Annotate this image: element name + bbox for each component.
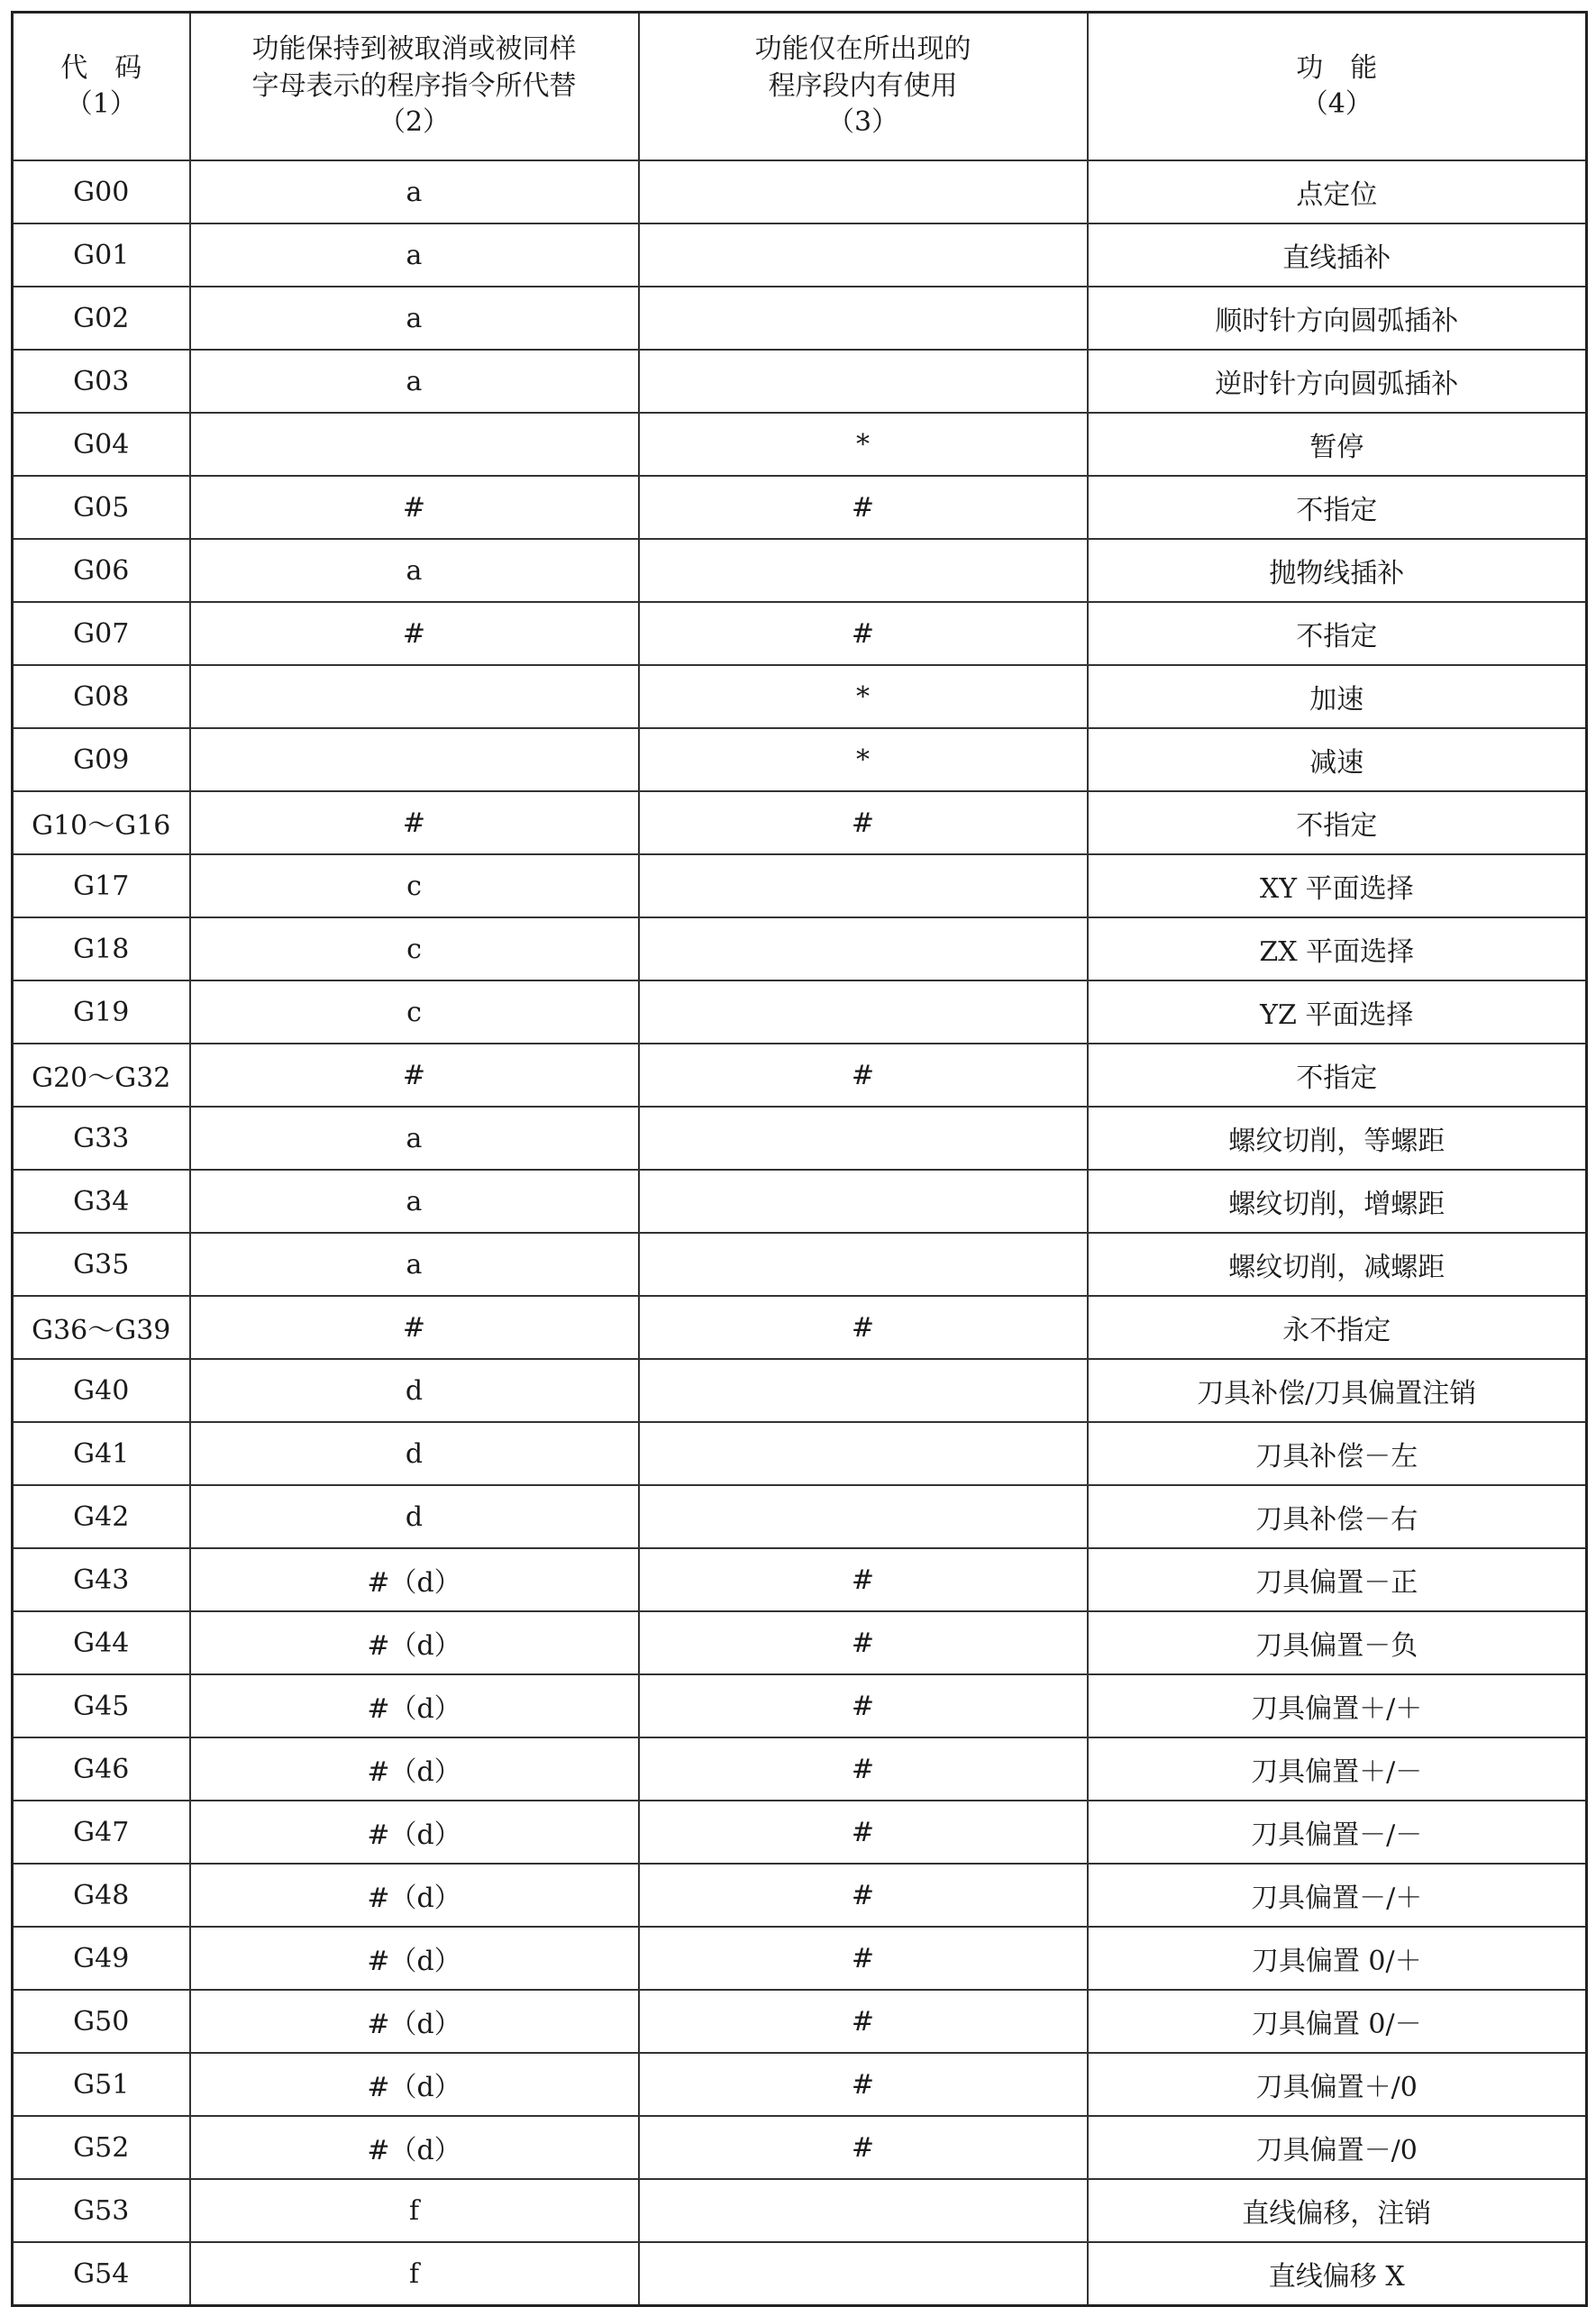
cell-code: G46 [13, 1737, 190, 1801]
cell-segment [639, 1359, 1088, 1422]
table-row [13, 2053, 1587, 2116]
cell-persist: a [190, 287, 639, 350]
cell-function: 刀具偏置－/＋ [1088, 1864, 1587, 1927]
cell-code: G06 [13, 539, 190, 602]
cell-persist: c [190, 854, 639, 917]
cell-function: 刀具补偿/刀具偏置注销 [1088, 1359, 1587, 1422]
cell-persist: # [190, 1044, 639, 1107]
cell-code: G08 [13, 665, 190, 728]
cell-segment: # [639, 1548, 1088, 1611]
header-segment-line2: 程序段内有使用 [768, 69, 958, 102]
cell-function: 抛物线插补 [1088, 539, 1587, 602]
table-row [13, 1170, 1587, 1233]
cell-segment [639, 223, 1088, 287]
cell-function: 螺纹切削，等螺距 [1088, 1107, 1587, 1170]
cell-code: G35 [13, 1233, 190, 1296]
cell-persist: d [190, 1485, 639, 1548]
cell-code: G07 [13, 602, 190, 665]
cell-function: 刀具偏置＋/－ [1088, 1737, 1587, 1801]
cell-code: G05 [13, 476, 190, 539]
cell-segment: # [639, 1674, 1088, 1737]
cell-code: G00 [13, 160, 190, 223]
cell-segment [639, 2242, 1088, 2306]
cell-function: ZX 平面选择 [1088, 917, 1587, 980]
header-function-number: （4） [1300, 88, 1373, 120]
cell-persist: # [190, 1296, 639, 1359]
cell-function: 螺纹切削，减螺距 [1088, 1233, 1587, 1296]
table-row [13, 1548, 1587, 1611]
cell-segment: # [639, 1611, 1088, 1674]
cell-persist: a [190, 223, 639, 287]
cell-persist: f [190, 2179, 639, 2242]
cell-persist: c [190, 980, 639, 1044]
cell-persist: #（d） [190, 1864, 639, 1927]
table-row [13, 980, 1587, 1044]
table-row [13, 602, 1587, 665]
cell-function: 直线偏移 X [1088, 2242, 1587, 2306]
cell-code: G20～G32 [13, 1044, 190, 1107]
table-row [13, 223, 1587, 287]
table-row [13, 2179, 1587, 2242]
cell-function: 刀具补偿－左 [1088, 1422, 1587, 1485]
cell-persist: # [190, 791, 639, 854]
header-segment-number: （3） [826, 106, 899, 139]
cell-function: 刀具偏置 0/＋ [1088, 1927, 1587, 1990]
cell-code: G09 [13, 728, 190, 791]
cell-code: G49 [13, 1927, 190, 1990]
header-function [1088, 13, 1587, 161]
table-row [13, 1801, 1587, 1864]
table-row [13, 287, 1587, 350]
cell-persist: c [190, 917, 639, 980]
table-row [13, 2242, 1587, 2306]
table-body [13, 160, 1587, 2306]
cell-function: 顺时针方向圆弧插补 [1088, 287, 1587, 350]
cell-function: XY 平面选择 [1088, 854, 1587, 917]
header-persist-number: （2） [378, 106, 451, 139]
cell-persist: #（d） [190, 1674, 639, 1737]
cell-persist: #（d） [190, 1548, 639, 1611]
cell-segment [639, 917, 1088, 980]
header-persist [190, 13, 639, 161]
cell-segment [639, 1170, 1088, 1233]
table-row [13, 1422, 1587, 1485]
cell-code: G01 [13, 223, 190, 287]
cell-persist: a [190, 1233, 639, 1296]
cell-persist: #（d） [190, 2116, 639, 2179]
header-persist-line1: 功能保持到被取消或被同样 [251, 33, 577, 66]
cell-code: G18 [13, 917, 190, 980]
cell-code: G04 [13, 413, 190, 476]
table-row [13, 917, 1587, 980]
cell-persist: #（d） [190, 1611, 639, 1674]
cell-code: G19 [13, 980, 190, 1044]
cell-persist [190, 413, 639, 476]
cell-segment: # [639, 1801, 1088, 1864]
table-header [13, 13, 1587, 161]
cell-segment [639, 539, 1088, 602]
cell-code: G03 [13, 350, 190, 413]
cell-function: 刀具偏置－/－ [1088, 1801, 1587, 1864]
header-row [13, 13, 1587, 161]
cell-persist: #（d） [190, 1801, 639, 1864]
cell-function: YZ 平面选择 [1088, 980, 1587, 1044]
cell-code: G44 [13, 1611, 190, 1674]
table-row [13, 1927, 1587, 1990]
cell-persist: #（d） [190, 1927, 639, 1990]
table-row [13, 665, 1587, 728]
table-row [13, 2116, 1587, 2179]
cell-function: 刀具偏置＋/＋ [1088, 1674, 1587, 1737]
g-code-table [11, 11, 1588, 2307]
cell-code: G40 [13, 1359, 190, 1422]
cell-persist: d [190, 1422, 639, 1485]
header-persist-line2: 字母表示的程序指令所代替 [251, 69, 577, 102]
cell-function: 刀具偏置－/0 [1088, 2116, 1587, 2179]
header-segment-line1: 功能仅在所出现的 [754, 33, 971, 66]
header-code-number: （1） [65, 88, 137, 120]
table-row [13, 413, 1587, 476]
cell-segment [639, 1233, 1088, 1296]
cell-persist: #（d） [190, 1990, 639, 2053]
cell-segment: * [639, 413, 1088, 476]
cell-function: 直线偏移，注销 [1088, 2179, 1587, 2242]
table-row [13, 1864, 1587, 1927]
table-row [13, 791, 1587, 854]
cell-function: 不指定 [1088, 1044, 1587, 1107]
table-row [13, 1296, 1587, 1359]
cell-persist: a [190, 350, 639, 413]
table-row [13, 1485, 1587, 1548]
table-row [13, 539, 1587, 602]
cell-function: 减速 [1088, 728, 1587, 791]
cell-code: G51 [13, 2053, 190, 2116]
cell-segment [639, 350, 1088, 413]
cell-segment: # [639, 791, 1088, 854]
cell-segment [639, 854, 1088, 917]
cell-function: 不指定 [1088, 791, 1587, 854]
cell-segment [639, 1107, 1088, 1170]
table-row [13, 1233, 1587, 1296]
cell-function: 刀具偏置＋/0 [1088, 2053, 1587, 2116]
table-row [13, 728, 1587, 791]
table-row [13, 1359, 1587, 1422]
cell-segment: # [639, 602, 1088, 665]
cell-segment [639, 1422, 1088, 1485]
cell-persist: d [190, 1359, 639, 1422]
cell-code: G45 [13, 1674, 190, 1737]
table-row [13, 1990, 1587, 2053]
cell-function: 逆时针方向圆弧插补 [1088, 350, 1587, 413]
cell-segment: # [639, 2053, 1088, 2116]
cell-code: G50 [13, 1990, 190, 2053]
cell-function: 暂停 [1088, 413, 1587, 476]
cell-function: 加速 [1088, 665, 1587, 728]
table-row [13, 1611, 1587, 1674]
table-row [13, 1737, 1587, 1801]
cell-code: G42 [13, 1485, 190, 1548]
cell-segment: # [639, 2116, 1088, 2179]
cell-code: G10～G16 [13, 791, 190, 854]
cell-persist [190, 665, 639, 728]
cell-code: G48 [13, 1864, 190, 1927]
cell-function: 刀具偏置－正 [1088, 1548, 1587, 1611]
cell-function: 不指定 [1088, 476, 1587, 539]
cell-function: 点定位 [1088, 160, 1587, 223]
cell-segment: * [639, 665, 1088, 728]
cell-code: G43 [13, 1548, 190, 1611]
header-code [13, 13, 190, 161]
cell-function: 刀具补偿－右 [1088, 1485, 1587, 1548]
cell-persist: # [190, 602, 639, 665]
table-row [13, 1674, 1587, 1737]
cell-code: G34 [13, 1170, 190, 1233]
table-row [13, 1107, 1587, 1170]
cell-persist: #（d） [190, 1737, 639, 1801]
cell-persist: a [190, 1107, 639, 1170]
cell-code: G52 [13, 2116, 190, 2179]
cell-function: 不指定 [1088, 602, 1587, 665]
table-row [13, 854, 1587, 917]
cell-persist: a [190, 539, 639, 602]
cell-segment: # [639, 1737, 1088, 1801]
table-row [13, 160, 1587, 223]
cell-code: G53 [13, 2179, 190, 2242]
table-row [13, 350, 1587, 413]
cell-segment [639, 980, 1088, 1044]
header-code-title: 代 码 [60, 51, 142, 84]
header-function-title: 功 能 [1296, 51, 1378, 84]
cell-segment: * [639, 728, 1088, 791]
cell-segment [639, 160, 1088, 223]
cell-function: 螺纹切削，增螺距 [1088, 1170, 1587, 1233]
cell-segment: # [639, 476, 1088, 539]
cell-persist: a [190, 1170, 639, 1233]
cell-function: 永不指定 [1088, 1296, 1587, 1359]
cell-function: 直线插补 [1088, 223, 1587, 287]
cell-segment [639, 287, 1088, 350]
header-segment [639, 13, 1088, 161]
cell-code: G54 [13, 2242, 190, 2306]
cell-persist [190, 728, 639, 791]
cell-segment [639, 1485, 1088, 1548]
cell-segment: # [639, 1296, 1088, 1359]
cell-code: G17 [13, 854, 190, 917]
cell-segment: # [639, 1927, 1088, 1990]
cell-segment: # [639, 1044, 1088, 1107]
cell-code: G33 [13, 1107, 190, 1170]
table-row [13, 1044, 1587, 1107]
table-row [13, 476, 1587, 539]
cell-segment: # [639, 1990, 1088, 2053]
cell-code: G36～G39 [13, 1296, 190, 1359]
cell-code: G41 [13, 1422, 190, 1485]
cell-persist: a [190, 160, 639, 223]
cell-code: G02 [13, 287, 190, 350]
cell-persist: # [190, 476, 639, 539]
cell-code: G47 [13, 1801, 190, 1864]
cell-persist: #（d） [190, 2053, 639, 2116]
cell-segment: # [639, 1864, 1088, 1927]
cell-persist: f [190, 2242, 639, 2306]
cell-segment [639, 2179, 1088, 2242]
cell-function: 刀具偏置 0/－ [1088, 1990, 1587, 2053]
cell-function: 刀具偏置－负 [1088, 1611, 1587, 1674]
